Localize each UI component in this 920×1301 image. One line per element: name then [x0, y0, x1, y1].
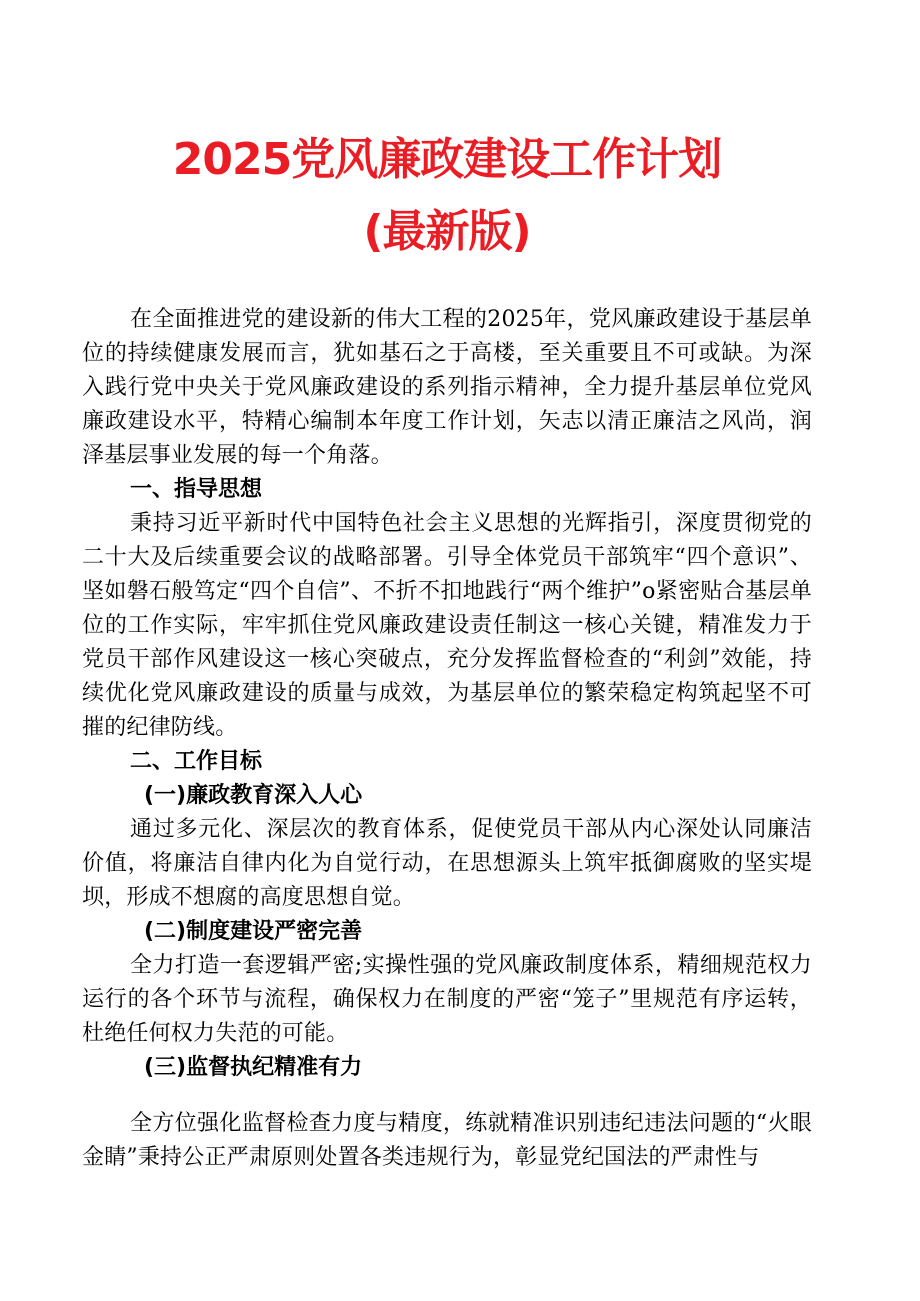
document-title: 2025党风廉政建设工作计划 — [172, 134, 722, 185]
guiding-ideology-paragraph: 秉持习近平新时代中国特色社会主义思想的光辉指引，深度贯彻党的二十大及后续重要会议的战略部署。引导全体党员干部筑牢“四个意识”、坚如磐石般笃定“四个自信”、不折不扣地践行“两个维护”o紧密贴合基层单位的工作实际，牢牢抓住党风廉政建设责任制这一核心关键，精准发力于党员干部作风建设这一核心突破点，充分发挥监督检查的“利剑”效能，持续优化党风廉政建设的质量与成效，为基层单位的繁荣稳定构筑起坚不可摧的纪律防线。 — [82, 511, 812, 740]
education-paragraph: 通过多元化、深层次的教育体系，促使党员干部从内心深处认同廉洁价值，将廉洁自律内化为自觉行动，在思想源头上筑牢抵御腐败的坚实堤坝，形成不想腐的高度思想自觉。 — [82, 817, 812, 910]
section-heading-guiding-ideology: 一、指导思想 — [130, 477, 263, 502]
subsection-heading-supervision: (三)监督执纪精准有力 — [144, 1055, 363, 1080]
subsection-heading-education: (一)廉政教育深入人心 — [144, 783, 363, 808]
system-paragraph: 全力打造一套逻辑严密;实操性强的党风廉政制度体系，精细规范权力运行的各个环节与流程，确保权力在制度的严密“笼子”里规范有序运转，杜绝任何权力失范的可能。 — [82, 953, 812, 1046]
document-subtitle: (最新版) — [363, 206, 531, 257]
intro-paragraph: 在全面推进党的建设新的伟大工程的2025年，党风廉政建设于基层单位的持续健康发展而言，犹如基石之于高楼，至关重要且不可或缺。为深入践行党中央关于党风廉政建设的系列指示精神，全力提升基层单位党风廉政建设水平，特精心编制本年度工作计划，矢志以清正廉洁之风尚，润泽基层事业发展的每一个角落。 — [82, 307, 812, 468]
subsection-heading-system: (二)制度建设严密完善 — [144, 919, 363, 944]
section-heading-work-goals: 二、工作目标 — [130, 749, 263, 774]
document-body — [82, 303, 812, 1175]
supervision-paragraph: 全方位强化监督检查力度与精度，练就精准识别违纪违法问题的“火眼金睛”秉持公正严肃原则处置各类违规行为，彰显党纪国法的严肃性与 — [82, 1111, 812, 1170]
